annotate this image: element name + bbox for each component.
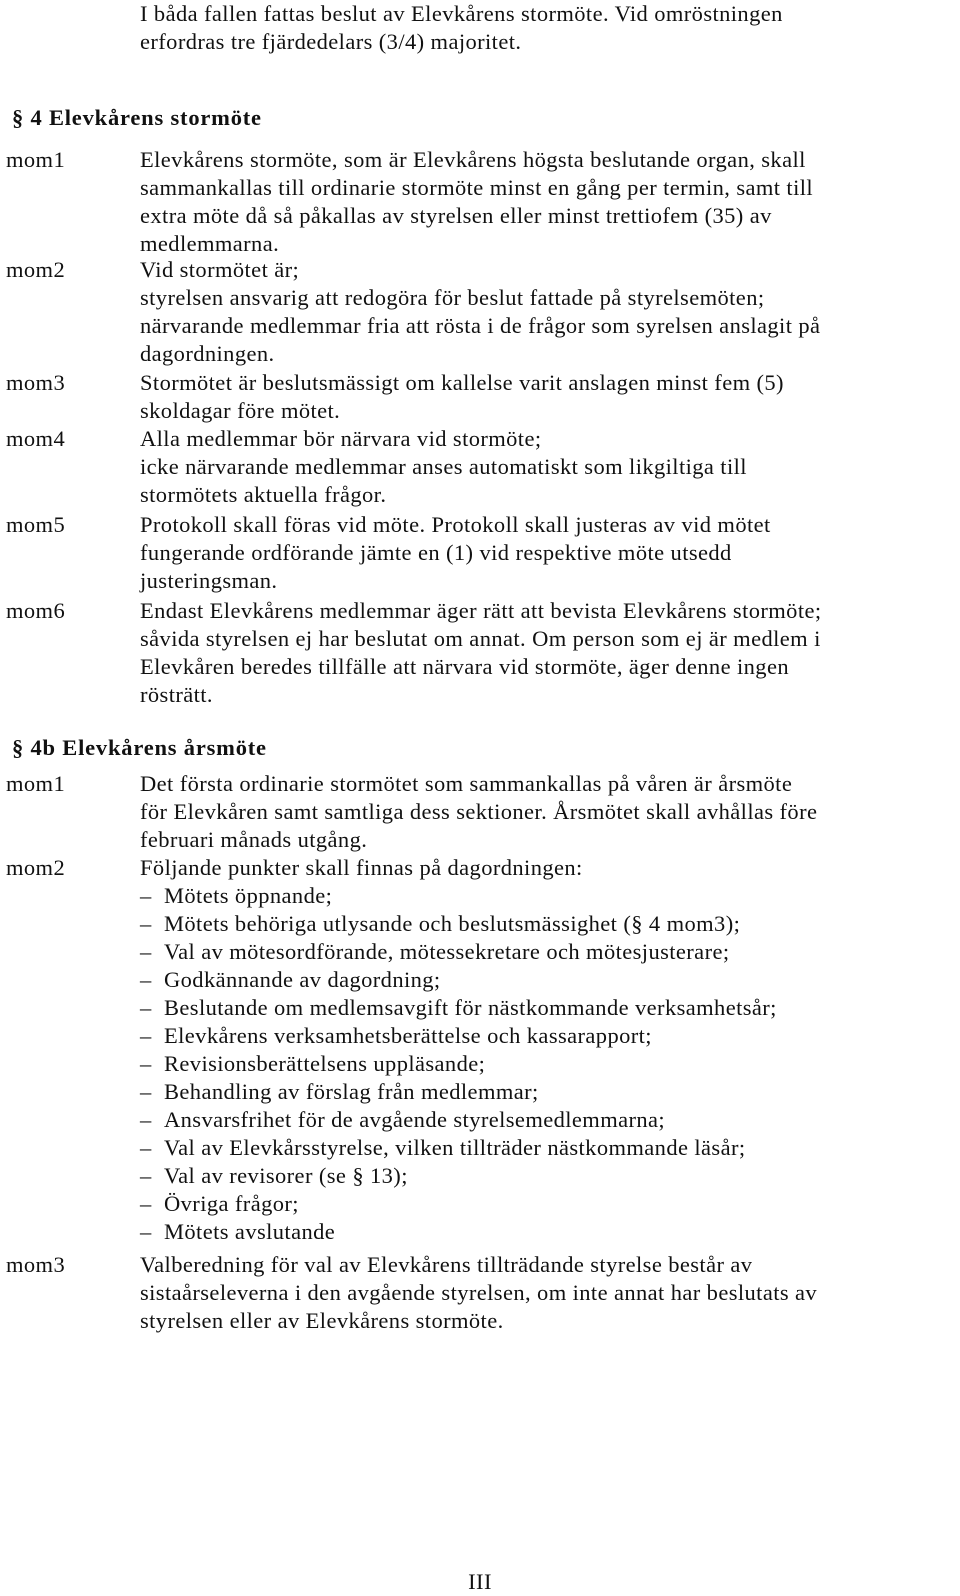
dash-mark: – — [140, 1219, 152, 1244]
agenda-item-text: Godkännande av dagordning; — [164, 967, 441, 992]
mom-label: mom4 — [6, 426, 66, 451]
section-heading: § 4 Elevkårens stormöte — [12, 105, 262, 130]
dash-mark: – — [140, 939, 152, 964]
paragraph-line: stormötets aktuella frågor. — [140, 482, 387, 507]
paragraph-line: extra möte då så påkallas av styrelsen eller minst trettiofem (35) av — [140, 203, 772, 228]
paragraph-line: styrelsen ansvarig att redogöra för beslut fattade på styrelsemöten; — [140, 285, 765, 310]
agenda-item — [140, 994, 777, 1022]
paragraph-line: fungerande ordförande jämte en (1) vid respektive möte utsedd — [140, 540, 732, 565]
agenda-item-text: Övriga frågor; — [164, 1191, 299, 1216]
dash-mark: – — [140, 1079, 152, 1104]
dash-mark: – — [140, 1051, 152, 1076]
mom-label: mom6 — [6, 598, 66, 623]
dash-mark: – — [140, 995, 152, 1020]
paragraph-line: närvarande medlemmar fria att rösta i de frågor som syrelsen anslagit på — [140, 313, 821, 338]
paragraph-line: Endast Elevkårens medlemmar äger rätt att bevista Elevkårens stormöte; — [140, 598, 822, 623]
agenda-item-text: Val av mötesordförande, mötessekretare och mötesjusterare; — [164, 939, 730, 964]
intro-line: I båda fallen fattas beslut av Elevkårens stormöte. Vid omröstningen — [140, 1, 783, 26]
agenda-item-text: Val av Elevkårsstyrelse, vilken tillträder nästkommande läsår; — [164, 1135, 746, 1160]
mom-label: mom3 — [6, 1252, 66, 1277]
paragraph-line: för Elevkåren samt samtliga dess sektioner. Årsmötet skall avhållas före — [140, 799, 818, 824]
agenda-item-text: Beslutande om medlemsavgift för nästkommande verksamhetsår; — [164, 995, 777, 1020]
agenda-item — [140, 1078, 539, 1106]
dash-mark: – — [140, 1191, 152, 1216]
dash-mark: – — [140, 911, 152, 936]
agenda-item-text: Mötets öppnande; — [164, 883, 333, 908]
agenda-item — [140, 910, 740, 938]
dash-mark: – — [140, 1163, 152, 1188]
paragraph-line: Stormötet är beslutsmässigt om kallelse varit anslagen minst fem (5) — [140, 370, 784, 395]
agenda-item — [140, 938, 730, 966]
paragraph-line: icke närvarande medlemmar anses automatiskt som likgiltiga till — [140, 454, 747, 479]
agenda-item — [140, 1050, 485, 1078]
dash-mark: – — [140, 1107, 152, 1132]
mom-label: mom3 — [6, 370, 66, 395]
mom-label: mom2 — [6, 855, 66, 880]
agenda-item — [140, 1190, 299, 1218]
paragraph-line: skoldagar före mötet. — [140, 398, 341, 423]
paragraph-line: rösträtt. — [140, 682, 213, 707]
paragraph-line: dagordningen. — [140, 341, 275, 366]
agenda-item — [140, 1134, 746, 1162]
paragraph-line: februari månads utgång. — [140, 827, 368, 852]
paragraph-line: Elevkåren beredes tillfälle att närvara vid stormöte, äger denne ingen — [140, 654, 789, 679]
paragraph-line: Det första ordinarie stormötet som sammankallas på våren är årsmöte — [140, 771, 793, 796]
dash-mark: – — [140, 967, 152, 992]
agenda-item — [140, 1106, 665, 1134]
page-number: III — [468, 1569, 492, 1594]
agenda-item-text: Elevkårens verksamhetsberättelse och kassarapport; — [164, 1023, 652, 1048]
agenda-item-text: Mötets behöriga utlysande och beslutsmässighet (§ 4 mom3); — [164, 911, 741, 936]
agenda-item — [140, 882, 332, 910]
mom-label: mom5 — [6, 512, 66, 537]
paragraph-line: Protokoll skall föras vid möte. Protokoll skall justeras av vid mötet — [140, 512, 771, 537]
paragraph-line: såvida styrelsen ej har beslutat om annat. Om person som ej är medlem i — [140, 626, 821, 651]
mom-label: mom2 — [6, 257, 66, 282]
dash-mark: – — [140, 1023, 152, 1048]
mom-label: mom1 — [6, 771, 66, 796]
agenda-item — [140, 1218, 335, 1246]
paragraph-line: Följande punkter skall finnas på dagordningen: — [140, 855, 583, 880]
paragraph-line: Elevkårens stormöte, som är Elevkårens högsta beslutande organ, skall — [140, 147, 806, 172]
agenda-item — [140, 1022, 652, 1050]
paragraph-line: justeringsman. — [140, 568, 278, 593]
paragraph-line: Valberedning för val av Elevkårens tillträdande styrelse består av — [140, 1252, 753, 1277]
agenda-item-text: Ansvarsfrihet för de avgående styrelsemedlemmarna; — [164, 1107, 666, 1132]
paragraph-line: Vid stormötet är; — [140, 257, 300, 282]
paragraph-line: styrelsen eller av Elevkårens stormöte. — [140, 1308, 504, 1333]
paragraph-line: sammankallas till ordinarie stormöte minst en gång per termin, samt till — [140, 175, 814, 200]
agenda-item-text: Val av revisorer (se § 13); — [164, 1163, 408, 1188]
agenda-item-text: Mötets avslutande — [164, 1219, 336, 1244]
paragraph-line: sistaårseleverna i den avgående styrelsen, om inte annat har beslutats av — [140, 1280, 818, 1305]
agenda-item — [140, 966, 441, 994]
dash-mark: – — [140, 883, 152, 908]
agenda-item-text: Behandling av förslag från medlemmar; — [164, 1079, 539, 1104]
paragraph-line: medlemmarna. — [140, 231, 280, 256]
agenda-item — [140, 1162, 408, 1190]
section-heading: § 4b Elevkårens årsmöte — [12, 735, 267, 760]
dash-mark: – — [140, 1135, 152, 1160]
mom-label: mom1 — [6, 147, 66, 172]
agenda-item-text: Revisionsberättelsens uppläsande; — [164, 1051, 486, 1076]
intro-line: erfordras tre fjärdedelars (3/4) majoritet. — [140, 29, 522, 54]
paragraph-line: Alla medlemmar bör närvara vid stormöte; — [140, 426, 542, 451]
